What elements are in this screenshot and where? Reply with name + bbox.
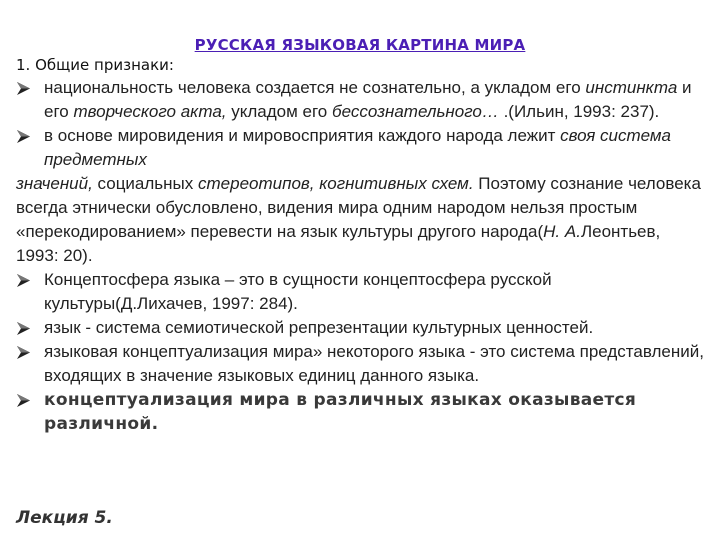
text-segment-bold: концептуализация мира в различных языках оказывается различной. xyxy=(44,390,637,434)
text-segment: языковая концептуализация мира» некоторого языка - это система представлений, входящих в значение языковых единиц данного языка. xyxy=(44,342,704,385)
list-item xyxy=(16,124,706,172)
text-segment: Поэтому сознание человека всегда этнически обусловлено, видения мира одним народом нельзя простым «перекодированием» перевести на язык культуры другого народа( xyxy=(16,174,701,241)
text-segment-italic: инстинкта xyxy=(585,78,678,97)
list-item xyxy=(16,76,706,124)
text-segment-italic: бессознательного… xyxy=(332,102,504,121)
text-segment: Леонтьев, 1993: 20). xyxy=(16,222,661,265)
arrow-bullet-icon xyxy=(16,321,31,336)
list-item xyxy=(16,340,706,388)
list-item xyxy=(16,268,706,316)
lecture-label: Лекция 5. xyxy=(16,508,113,528)
slide-title: РУССКАЯ ЯЗЫКОВАЯ КАРТИНА МИРА xyxy=(194,36,526,54)
text-segment: Концептосфера языка – это в сущности концептосфера русской культуры(Д.Лихачев, 1997: 284). xyxy=(44,270,552,313)
text-segment-italic: Н. А. xyxy=(543,222,581,241)
arrow-bullet-icon xyxy=(16,273,31,288)
list-item xyxy=(16,316,706,340)
text-segment-italic: значений, xyxy=(16,174,93,193)
text-segment: национальность человека создается не сознательно, а укладом его xyxy=(44,78,586,97)
text-segment-italic: своя система предметных xyxy=(44,126,671,169)
text-segment: в основе мировидения и мировосприятия каждого народа лежит xyxy=(44,126,561,145)
text-segment: и его xyxy=(44,78,692,121)
paragraph xyxy=(16,172,706,268)
text-segment: социальных xyxy=(92,174,198,193)
arrow-bullet-icon xyxy=(16,393,31,408)
arrow-bullet-icon xyxy=(16,81,31,96)
text-segment: язык - система семиотической репрезентации культурных ценностей. xyxy=(44,318,594,337)
text-segment: .(Ильин, 1993: 237). xyxy=(503,102,660,121)
subheading: 1. Общие признаки: xyxy=(16,56,174,74)
text-segment-italic: стереотипов, когнитивных схем. xyxy=(198,174,474,193)
list-item-emphasis xyxy=(16,388,706,436)
content-list xyxy=(16,76,706,436)
arrow-bullet-icon xyxy=(16,129,31,144)
text-segment: укладом его xyxy=(226,102,332,121)
arrow-bullet-icon xyxy=(16,345,31,360)
text-segment-italic: творческого акта, xyxy=(73,102,227,121)
